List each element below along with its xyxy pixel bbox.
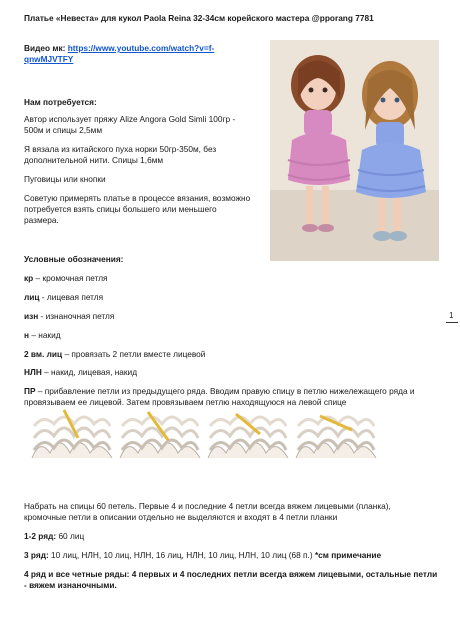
row-1-2: 1-2 ряд: 60 лиц: [24, 531, 85, 541]
legend-item: н – накид: [24, 330, 61, 340]
page-number: 1: [449, 311, 454, 320]
cast-on-l2: кромочные петли в описании отдельно не выделяются и входят в 4 петли планки: [24, 512, 338, 522]
video-link-cont[interactable]: qnwMJVTFY: [24, 54, 74, 64]
legend-item: НЛН – накид, лицевая, накид: [24, 367, 138, 377]
need-p4-l2: потребуется взять спицы большего или меньшего: [24, 204, 217, 214]
dolls-photo: [270, 40, 439, 261]
legend-heading: Условные обозначения:: [24, 254, 124, 264]
video-line: [24, 43, 214, 54]
legend-item: лиц - лицевая петля: [24, 292, 104, 302]
need-p2-l1: Я вязала из китайского пуха норки 50гр-350м, без: [24, 144, 217, 154]
cast-on-l1: Набрать на спицы 60 петель. Первые 4 и последние 4 петли всегда вяжем лицевыми (планка),: [24, 501, 391, 511]
need-p4-l3: размера.: [24, 215, 59, 225]
legend-item: кр – кромочная петля: [24, 273, 108, 283]
need-p2-l2: дополнительной нити. Спицы 1,6мм: [24, 155, 164, 165]
row-4-l2: - вяжем изнаночными.: [24, 580, 117, 590]
need-heading: Нам потребуется:: [24, 97, 97, 107]
need-p4-l1: Советую примерять платье в процессе вязания, возможно: [24, 193, 251, 203]
dolls-illustration: [270, 40, 439, 261]
video-label: Видео мк:: [24, 43, 68, 53]
document-title: Платье «Невеста» для кукол Paola Reina 32-34см корейского мастера @pporang 7781: [24, 13, 374, 23]
video-link[interactable]: https://www.youtube.com/watch?v=f-: [67, 43, 215, 53]
row-3: 3 ряд: 10 лиц, НЛН, 10 лиц, НЛН, 16 лиц, НЛН, 10 лиц, НЛН, 10 лиц (68 п.) *см примечание: [24, 550, 382, 560]
need-p3: Пуговицы или кнопки: [24, 174, 106, 184]
legend-item: 2 вм. лиц – провязать 2 петли вместе лицевой: [24, 349, 206, 359]
need-p1-l1: Автор использует пряжу Alize Angora Gold Simli 100гр -: [24, 114, 236, 124]
row-4-l1: 4 ряд и все четные ряды: 4 первых и 4 последних петли всегда вяжем лицевыми, остальные петли: [24, 569, 438, 579]
pr-line-2: провязываем ее лицевой. Затем провязываем петлю находящуюся на левой спице: [24, 397, 347, 407]
knitting-steps-illustration: [30, 408, 430, 468]
legend-item: изн - изнаночная петля: [24, 311, 115, 321]
pr-line-1: ПР – прибавление петли из предыдущего ряда. Вводим правую спицу в петлю нижележащего ряда и: [24, 386, 415, 396]
page-number-rule: [446, 322, 458, 323]
need-p1-l2: 500м и спицы 2,5мм: [24, 125, 103, 135]
